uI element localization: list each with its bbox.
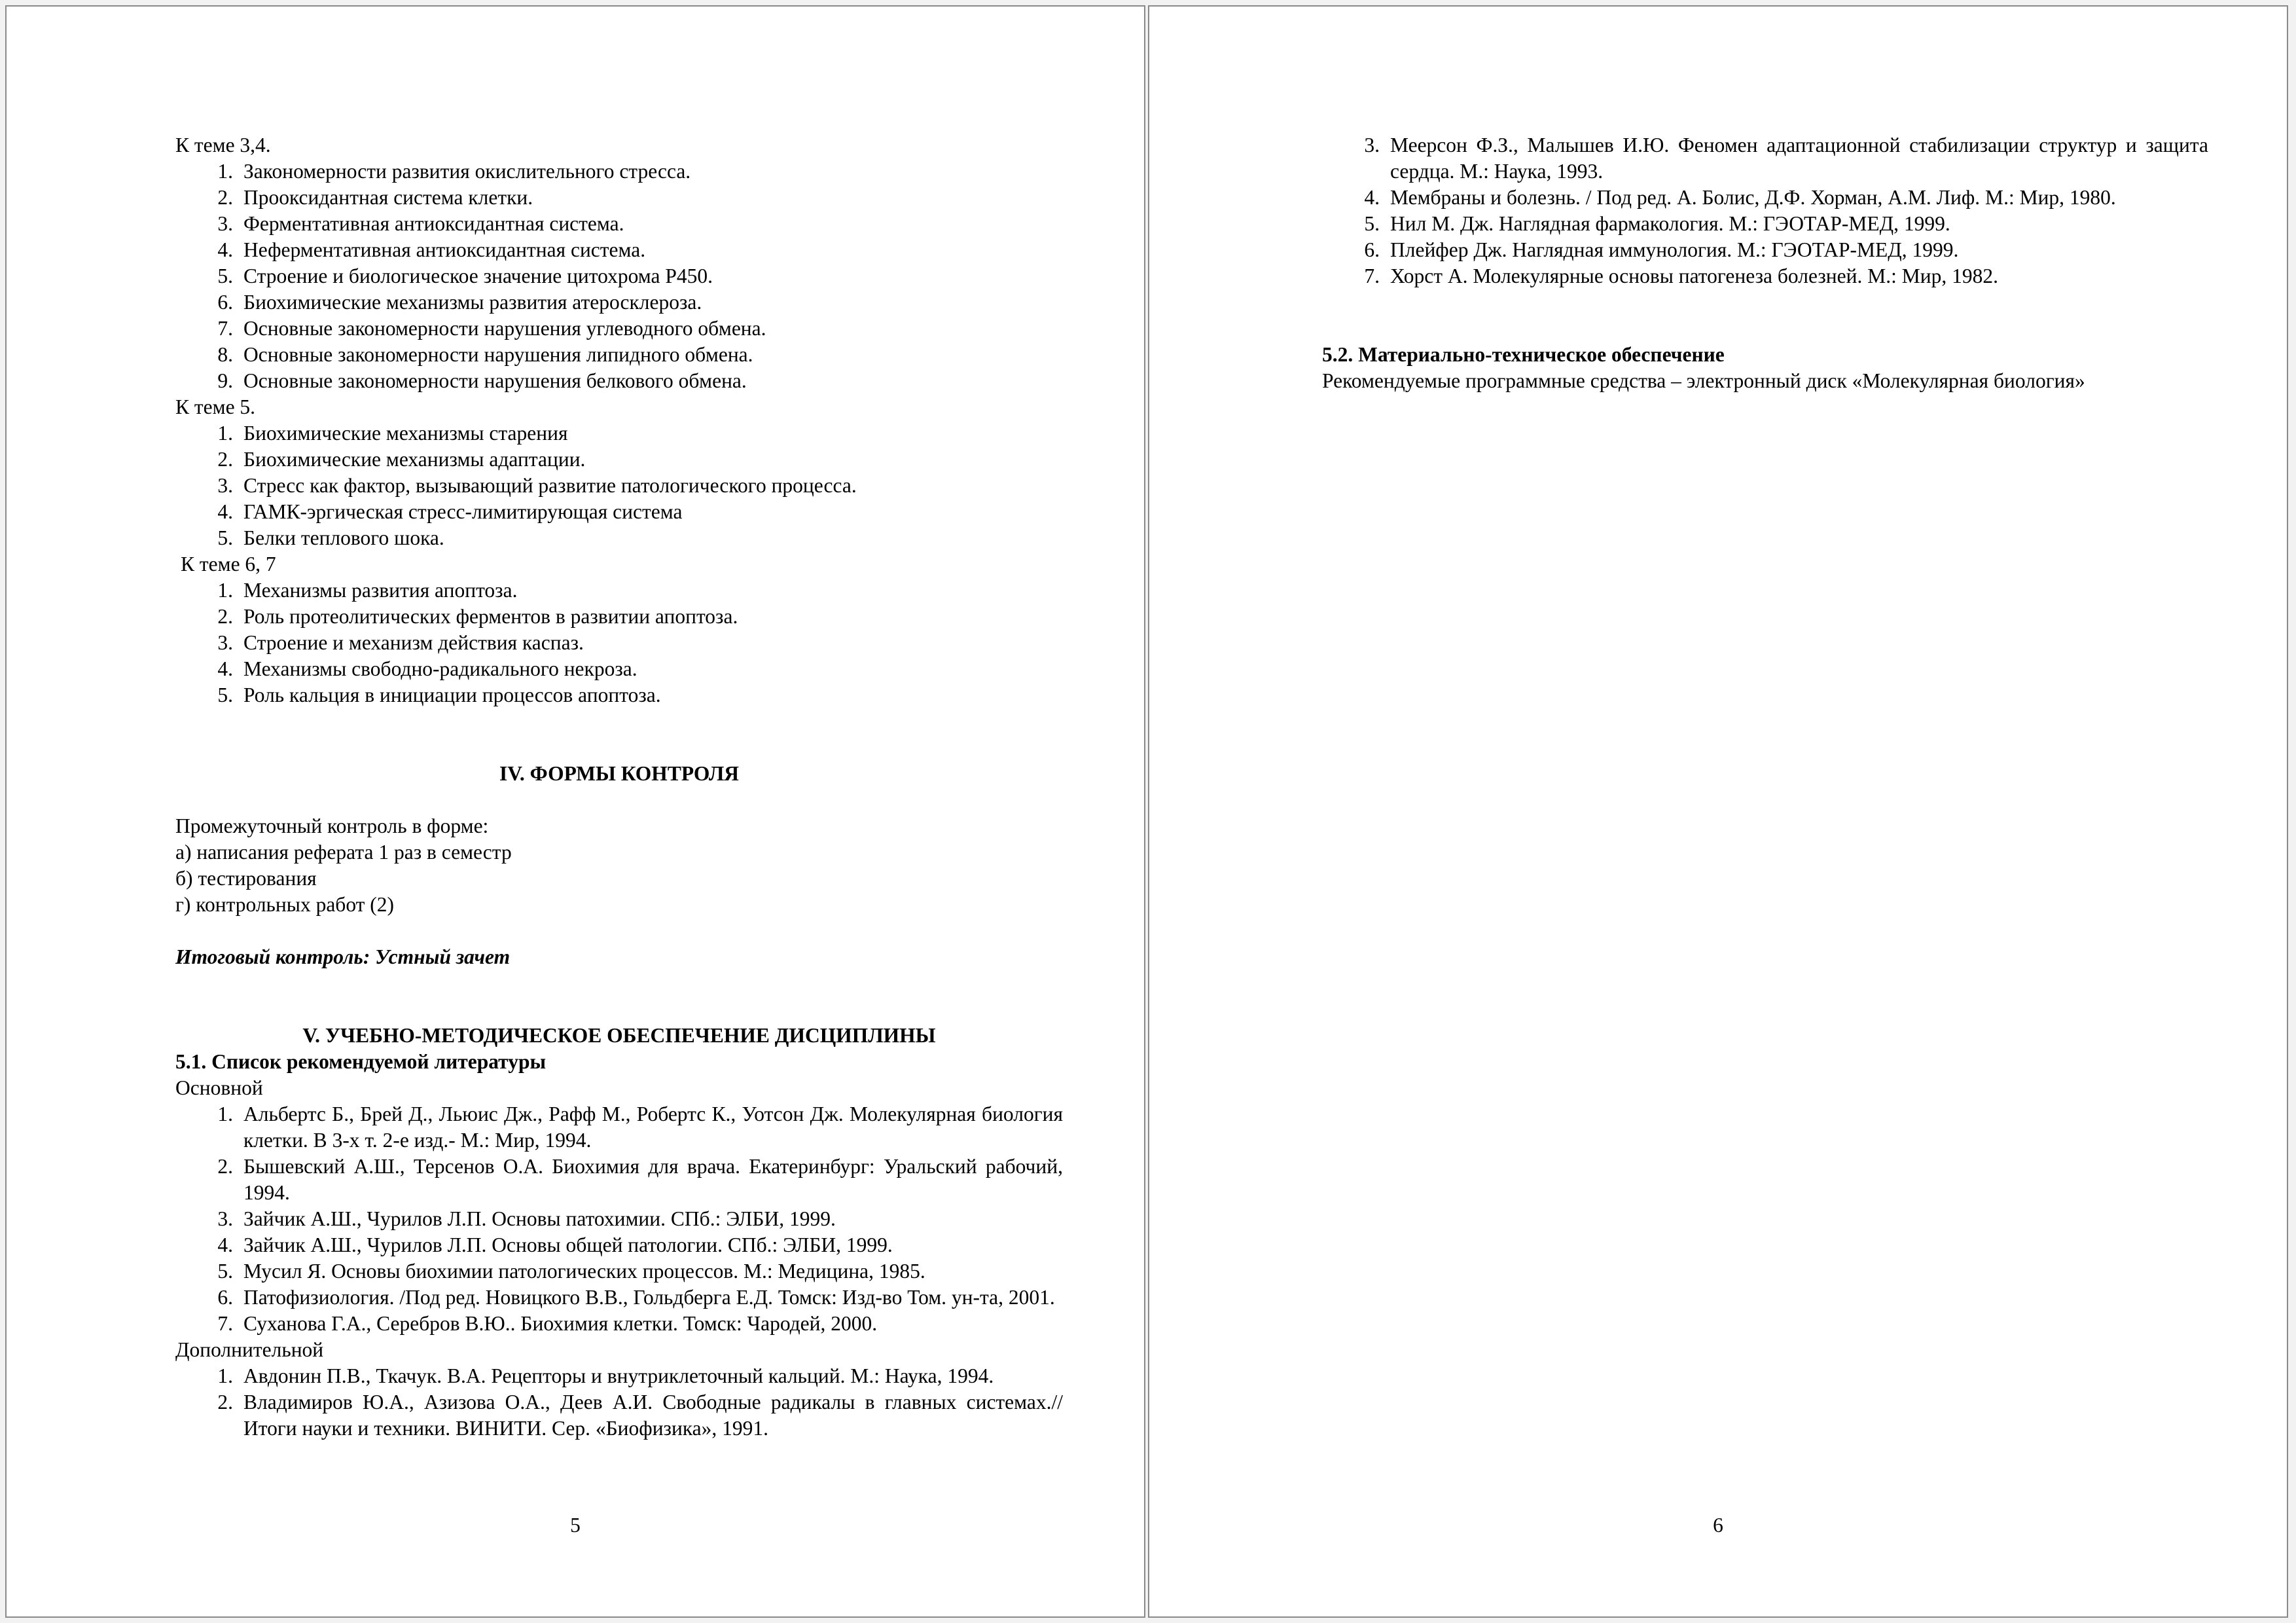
page-number: 6 <box>1713 1514 1723 1537</box>
list-item: 1. Закономерности развития окислительного стресса. <box>217 160 691 183</box>
final-control: Итоговый контроль: Устный зачет <box>175 945 511 968</box>
list-item: 7. Суханова Г.А., Серебров В.Ю.. Биохимия клетки. Томск: Чародей, 2000. <box>217 1312 878 1335</box>
list-item: 5. Строение и биологическое значение цитохрома Р450. <box>217 264 713 287</box>
section-5-1-subtitle: 5.1. Список рекомендуемой литературы <box>175 1050 547 1073</box>
page-5 <box>5 5 1145 1618</box>
topic-6-7-list <box>175 577 1063 708</box>
list-item: 6. Патофизиология. /Под ред. Новицкого В.В., Гольдберга Е.Д. Томск: Изд-во Том. ун-та, 2001. <box>217 1286 1055 1309</box>
section-4-title: IV. ФОРМЫ КОНТРОЛЯ <box>499 762 740 785</box>
list-item: 5. Белки теплового шока. <box>217 526 444 549</box>
list-item: 6. Плейфер Дж. Наглядная иммунология. М.: ГЭОТАР-МЕД, 1999. <box>1364 238 1959 261</box>
list-item: 5. Роль кальция в инициации процессов апоптоза. <box>217 684 661 706</box>
list-item: 2. Прооксидантная система клетки. <box>217 186 533 209</box>
extra-literature-label: Дополнительной <box>175 1338 324 1361</box>
list-item: 2. Роль протеолитических ферментов в развитии апоптоза. <box>217 605 738 628</box>
list-item: 2. Биохимические механизмы адаптации. <box>217 448 586 471</box>
main-literature-list <box>175 1101 1063 1337</box>
control-line: Промежуточный контроль в форме: <box>175 814 489 837</box>
list-item: 7. Основные закономерности нарушения углеводного обмена. <box>217 317 766 340</box>
list-item: 4. Механизмы свободно-радикального некроза. <box>217 657 637 680</box>
extra-literature-list-continued <box>1322 132 2208 289</box>
page-6 <box>1148 5 2288 1618</box>
topic-6-7-heading: К теме 6, 7 <box>181 553 276 575</box>
topic-5-heading: К теме 5. <box>175 395 256 418</box>
section-5-title: V. УЧЕБНО-МЕТОДИЧЕСКОЕ ОБЕСПЕЧЕНИЕ ДИСЦИПЛИНЫ <box>302 1024 936 1047</box>
control-line: а) написания реферата 1 раз в семестр <box>175 841 512 864</box>
list-item: 1. Механизмы развития апоптоза. <box>217 579 518 602</box>
control-line: г) контрольных работ (2) <box>175 893 395 916</box>
list-item: 4. ГАМК-эргическая стресс-лимитирующая система <box>217 500 683 523</box>
page-number: 5 <box>570 1514 581 1537</box>
list-item: 1. Авдонин П.В., Ткачук. В.А. Рецепторы и внутриклеточный кальций. М.: Наука, 1994. <box>217 1364 994 1387</box>
main-literature-label: Основной <box>175 1076 263 1099</box>
list-item: 5. Нил М. Дж. Наглядная фармакология. М.: ГЭОТАР-МЕД, 1999. <box>1364 212 1950 235</box>
list-item: 2. Бышевский А.Ш., Терсенов О.А. Биохимия для врача. Екатеринбург: Уральский рабочий, 1994. <box>217 1155 1063 1204</box>
page-5-content <box>175 132 1063 1442</box>
list-item: 4. Неферментативная антиоксидантная система. <box>217 238 646 261</box>
extra-literature-list <box>175 1363 1063 1442</box>
list-item: 3. Ферментативная антиоксидантная система. <box>217 212 624 235</box>
page-6-content <box>1322 132 2208 394</box>
list-item: 1. Биохимические механизмы старения <box>217 422 568 445</box>
topic-3-4-list <box>175 158 1063 394</box>
list-item: 3. Строение и механизм действия каспаз. <box>217 631 584 654</box>
list-item: 4. Мембраны и болезнь. / Под ред. А. Болис, Д.Ф. Хорман, А.М. Лиф. М.: Мир, 1980. <box>1364 186 2116 209</box>
list-item: 5. Мусил Я. Основы биохимии патологических процессов. М.: Медицина, 1985. <box>217 1260 925 1283</box>
list-item: 2. Владимиров Ю.А., Азизова О.А., Деев А.И. Свободные радикалы в главных системах.//Итоги науки и техники. ВИНИТИ. Сер. «Биофизика», 1991. <box>217 1391 1063 1440</box>
list-item: 1. Альбертс Б., Брей Д., Льюис Дж., Рафф М., Робертс К., Уотсон Дж. Молекулярная биология клетки. В 3-х т. 2-е изд.- М.: Мир, 1994. <box>217 1103 1063 1152</box>
list-item: 6. Биохимические механизмы развития атеросклероза. <box>217 291 702 314</box>
section-5-2-text: Рекомендуемые программные средства – электронный диск «Молекулярная биология» <box>1322 369 2085 392</box>
control-line: б) тестирования <box>175 867 317 890</box>
list-item: 3. Меерсон Ф.З., Малышев И.Ю. Феномен адаптационной стабилизации структур и защита сердца. М.: Наука, 1993. <box>1364 134 2208 183</box>
list-item: 8. Основные закономерности нарушения липидного обмена. <box>217 343 753 366</box>
list-item: 9. Основные закономерности нарушения белкового обмена. <box>217 369 747 392</box>
topic-3-4-heading: К теме 3,4. <box>175 134 271 156</box>
list-item: 3. Зайчик А.Ш., Чурилов Л.П. Основы патохимии. СПб.: ЭЛБИ, 1999. <box>217 1207 836 1230</box>
list-item: 7. Хорст А. Молекулярные основы патогенеза болезней. М.: Мир, 1982. <box>1364 264 1998 287</box>
section-5-2-title: 5.2. Материально-техническое обеспечение <box>1322 343 1725 366</box>
topic-5-list <box>175 420 1063 551</box>
list-item: 3. Стресс как фактор, вызывающий развитие патологического процесса. <box>217 474 857 497</box>
list-item: 4. Зайчик А.Ш., Чурилов Л.П. Основы общей патологии. СПб.: ЭЛБИ, 1999. <box>217 1233 893 1256</box>
